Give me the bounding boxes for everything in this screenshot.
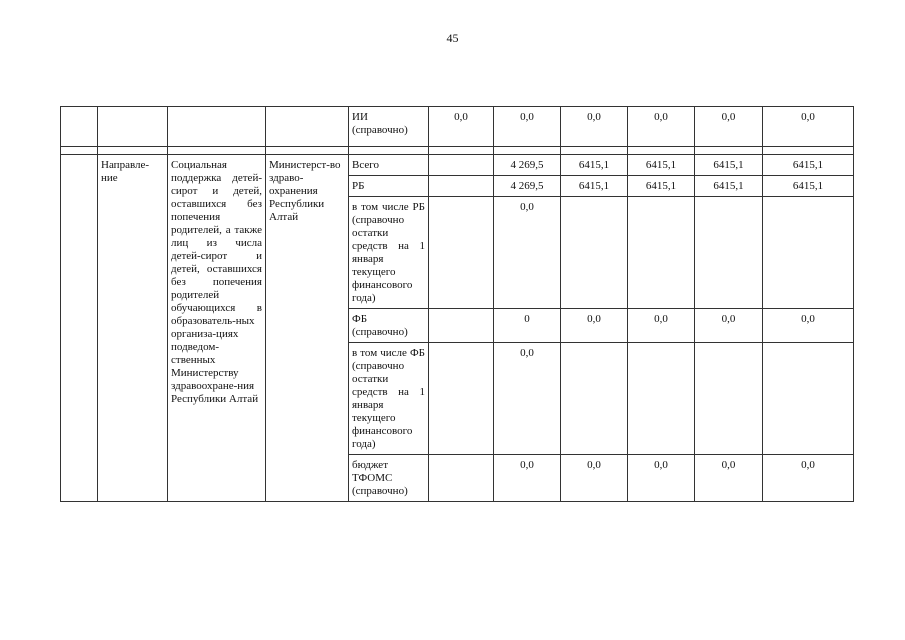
value-cell: 0,0 <box>628 309 695 343</box>
value-cell: 0,0 <box>628 107 695 147</box>
measure-cell: Социальная поддержка детей-сирот и детей, оставшихся без попечения родителей, а также лиц из числа детей-сирот и детей, оставшихся без попечения родителей обучающихся в образователь-ных организа-циях подведом-ственных Министерству здравоохране-ния Республики Алтай <box>168 155 266 502</box>
source-cell: РБ <box>349 176 429 197</box>
value-cell: 6415,1 <box>561 176 628 197</box>
value-cell <box>429 155 494 176</box>
source-cell: ФБ (справочно) <box>349 309 429 343</box>
cell-empty <box>61 155 98 502</box>
value-cell <box>429 455 494 502</box>
value-cell: 0,0 <box>494 343 561 455</box>
value-cell <box>695 197 763 309</box>
value-cell <box>763 343 854 455</box>
source-cell: в том числе ФБ (справочно остатки средств на 1 января текущего финансового года) <box>349 343 429 455</box>
row-gap <box>61 147 854 155</box>
source-cell: Всего <box>349 155 429 176</box>
value-cell: 0,0 <box>494 455 561 502</box>
value-cell <box>628 343 695 455</box>
value-cell <box>763 197 854 309</box>
cell-empty <box>266 107 349 147</box>
value-cell <box>561 343 628 455</box>
cell-empty <box>168 107 266 147</box>
value-cell <box>429 197 494 309</box>
executor-cell: Министерст-во здраво-охранения Республики Алтай <box>266 155 349 502</box>
value-cell <box>429 176 494 197</box>
value-cell: 0,0 <box>429 107 494 147</box>
value-cell: 0,0 <box>763 455 854 502</box>
value-cell: 0,0 <box>628 455 695 502</box>
value-cell: 6415,1 <box>695 155 763 176</box>
value-cell <box>695 343 763 455</box>
source-cell: бюджет ТФОМС (справочно) <box>349 455 429 502</box>
table-row <box>61 155 854 176</box>
value-cell: 0,0 <box>695 455 763 502</box>
value-cell <box>561 197 628 309</box>
page-number: 45 <box>446 31 459 45</box>
value-cell <box>429 309 494 343</box>
value-cell: 0,0 <box>695 309 763 343</box>
cell-empty <box>61 107 98 147</box>
value-cell: 0,0 <box>763 107 854 147</box>
cell-empty <box>98 107 168 147</box>
value-cell <box>628 197 695 309</box>
value-cell: 6415,1 <box>628 155 695 176</box>
value-cell: 0,0 <box>561 455 628 502</box>
value-cell: 4 269,5 <box>494 155 561 176</box>
value-cell: 0,0 <box>561 107 628 147</box>
source-cell: в том числе РБ (справочно остатки средств на 1 января текущего финансового года) <box>349 197 429 309</box>
value-cell: 6415,1 <box>763 155 854 176</box>
source-cell: ИИ (справочно) <box>349 107 429 147</box>
value-cell <box>429 343 494 455</box>
value-cell: 4 269,5 <box>494 176 561 197</box>
value-cell: 0 <box>494 309 561 343</box>
value-cell: 6415,1 <box>695 176 763 197</box>
value-cell: 0,0 <box>494 107 561 147</box>
value-cell: 6415,1 <box>628 176 695 197</box>
value-cell: 0,0 <box>695 107 763 147</box>
value-cell: 0,0 <box>494 197 561 309</box>
value-cell: 0,0 <box>763 309 854 343</box>
direction-cell: Направле-ние <box>98 155 168 502</box>
program-table <box>60 106 854 502</box>
table-row <box>61 107 854 147</box>
value-cell: 6415,1 <box>561 155 628 176</box>
value-cell: 6415,1 <box>763 176 854 197</box>
value-cell: 0,0 <box>561 309 628 343</box>
